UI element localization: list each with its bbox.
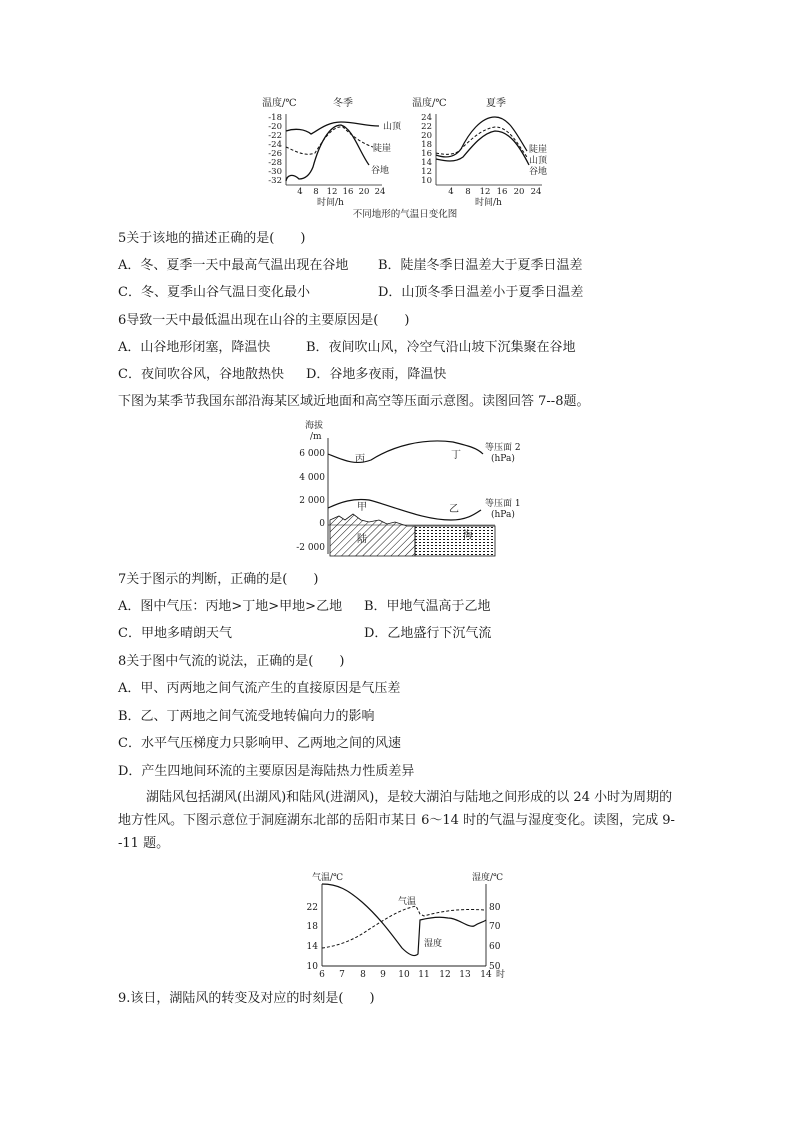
fig3-xtick: 14 bbox=[480, 970, 492, 980]
winter-label-valley: 谷地 bbox=[371, 166, 390, 176]
summer-valley-line bbox=[436, 131, 529, 165]
winter-xtick: 20 bbox=[358, 187, 370, 197]
winter-xtick: 12 bbox=[326, 187, 338, 197]
winter-ytick: -32 bbox=[268, 176, 282, 186]
fig3-ytick-left: 14 bbox=[306, 942, 318, 952]
q8-option-c[interactable]: C．水平气压梯度力只影响甲、乙两地之间的风速 bbox=[118, 736, 401, 751]
land-area bbox=[330, 514, 415, 556]
q6-option-a[interactable]: A．山谷地形闭塞，降温快 bbox=[118, 340, 271, 355]
q5-option-b[interactable]: B．陡崖冬季日温差大于夏季日温差 bbox=[378, 258, 583, 273]
summer-xticks bbox=[448, 187, 541, 197]
summer-ylabel: 温度/℃ bbox=[412, 98, 447, 109]
temperature-line bbox=[322, 906, 484, 948]
fig3-xtick: 13 bbox=[459, 970, 471, 980]
q6-option-b[interactable]: B．夜间吹山风，冷空气沿山坡下沉集聚在谷地 bbox=[306, 340, 576, 355]
fig2-ytick: 6 000 bbox=[299, 449, 325, 459]
winter-ytick: -24 bbox=[268, 140, 282, 150]
winter-xlabel: 时间/h bbox=[317, 198, 344, 208]
q8-option-a[interactable]: A．甲、丙两地之间气流产生的直接原因是气压差 bbox=[118, 681, 401, 696]
winter-ytick: -30 bbox=[268, 167, 282, 177]
winter-title: 冬季 bbox=[333, 98, 353, 109]
humidity-line bbox=[322, 884, 486, 956]
fig3-ylabel-left: 气温/℃ bbox=[312, 873, 344, 883]
fig3-ytick-left: 10 bbox=[306, 962, 318, 972]
q8-stem: 8关于图中气流的说法，正确的是( ) bbox=[118, 654, 345, 669]
winter-xtick: 4 bbox=[297, 187, 303, 197]
fig2-ylabel: 海拔 bbox=[305, 421, 324, 431]
fig3-ytick-left: 18 bbox=[306, 922, 318, 932]
summer-xtick: 24 bbox=[530, 187, 542, 197]
winter-ytick: -18 bbox=[268, 113, 282, 123]
fig2-yticks bbox=[296, 449, 325, 553]
q6-option-d[interactable]: D．谷地多夜雨，降温快 bbox=[306, 367, 447, 382]
fig3-ytick-right: 50 bbox=[489, 962, 501, 972]
winter-label-cliff: 陡崖 bbox=[373, 144, 392, 154]
summer-xtick: 16 bbox=[496, 187, 508, 197]
intro-9-11: 湖陆风包括湖风(出湖风)和陆风(进湖风)，是较大湖泊与陆地之间形成的以 24 小时为周期的地方性风。下图示意位于洞庭湖东北部的岳阳市某日 6～14 时的气温与湿度变化。读图，完成 9--11 题。 bbox=[118, 790, 675, 851]
q5-option-c[interactable]: C．冬、夏季山谷气温日变化最小 bbox=[118, 285, 310, 300]
fig3-ytick-right: 70 bbox=[489, 922, 501, 932]
fig3-ytick-right: 80 bbox=[489, 903, 501, 913]
q7-option-c[interactable]: C．甲地多晴朗天气 bbox=[118, 626, 232, 641]
winter-xtick: 16 bbox=[342, 187, 354, 197]
fig3-xtick: 7 bbox=[339, 970, 345, 980]
summer-xtick: 20 bbox=[513, 187, 525, 197]
summer-ytick: 24 bbox=[421, 113, 432, 123]
summer-xlabel: 时间/h bbox=[475, 198, 502, 208]
fig3-ytick-right: 60 bbox=[489, 942, 501, 952]
winter-ylabel: 温度/℃ bbox=[262, 98, 297, 109]
summer-ytick: 16 bbox=[421, 149, 432, 159]
fig2-ytick: 4 000 bbox=[299, 473, 325, 483]
winter-ytick: -28 bbox=[268, 158, 282, 168]
fig2-ytick: 2 000 bbox=[299, 496, 325, 506]
figure1-caption: 不同地形的气温日变化图 bbox=[352, 209, 458, 220]
summer-label-valley: 谷地 bbox=[529, 167, 548, 177]
fig3-xtick: 10 bbox=[398, 970, 410, 980]
fig3-yticks-left bbox=[307, 903, 319, 972]
q5-option-d[interactable]: D．山顶冬季日温差小于夏季日温差 bbox=[378, 285, 584, 300]
fig2-ytick: -2 000 bbox=[296, 543, 325, 553]
label-yi: 乙 bbox=[449, 504, 459, 515]
summer-xtick: 8 bbox=[465, 187, 471, 197]
label-isobar2-unit: (hPa) bbox=[491, 454, 515, 464]
label-jia: 甲 bbox=[357, 502, 367, 513]
figure-diurnal-temperature bbox=[255, 95, 555, 220]
winter-label-top: 山顶 bbox=[383, 122, 402, 132]
q8-option-b[interactable]: B．乙、丁两地之间气流受地转偏向力的影响 bbox=[118, 709, 375, 724]
winter-xticks bbox=[297, 187, 385, 197]
fig3-xtick: 11 bbox=[418, 970, 430, 980]
winter-chart bbox=[262, 96, 402, 208]
sea-area bbox=[415, 526, 495, 556]
summer-xtick: 4 bbox=[448, 187, 454, 197]
fig3-xunit: 时 bbox=[496, 970, 506, 980]
summer-title: 夏季 bbox=[486, 98, 506, 109]
q6-stem: 6导致一天中最低温出现在山谷的主要原因是( ) bbox=[118, 313, 410, 328]
summer-label-top: 山顶 bbox=[529, 156, 548, 166]
label-bing: 丙 bbox=[355, 454, 365, 465]
label-land: 陆 bbox=[357, 534, 367, 545]
q7-option-d[interactable]: D．乙地盛行下沉气流 bbox=[364, 626, 492, 641]
summer-ytick: 10 bbox=[421, 176, 432, 186]
summer-ytick: 22 bbox=[421, 122, 432, 132]
winter-xtick: 8 bbox=[313, 187, 319, 197]
q8-option-d[interactable]: D．产生四地间环流的主要原因是海陆热力性质差异 bbox=[118, 764, 415, 779]
label-isobar1: 等压面 1 bbox=[485, 499, 521, 509]
fig2-ytick: 0 bbox=[319, 519, 325, 529]
figure-temperature-humidity bbox=[298, 870, 524, 982]
summer-top-line bbox=[436, 127, 527, 157]
winter-ytick: -22 bbox=[268, 131, 282, 141]
winter-ytick: -20 bbox=[268, 122, 282, 132]
fig3-xtick: 9 bbox=[380, 970, 386, 980]
fig3-ytick-left: 22 bbox=[306, 903, 318, 913]
fig3-xtick: 6 bbox=[319, 970, 325, 980]
intro-7-8: 下图为某季节我国东部沿海某区域近地面和高空等压面示意图。读图回答 7--8题。 bbox=[118, 394, 590, 409]
label-isobar2: 等压面 2 bbox=[485, 443, 521, 453]
fig2-ylabel-unit: /m bbox=[310, 432, 322, 442]
label-sea: 海 bbox=[463, 530, 473, 541]
winter-valley-line bbox=[286, 125, 369, 181]
q5-option-a[interactable]: A．冬、夏季一天中最高气温出现在谷地 bbox=[118, 258, 349, 273]
q7-option-a[interactable]: A．图中气压：丙地>丁地>甲地>乙地 bbox=[118, 599, 343, 614]
winter-ytick: -26 bbox=[268, 149, 282, 159]
summer-ytick: 12 bbox=[421, 167, 432, 177]
q5-stem: 5关于该地的描述正确的是( ) bbox=[118, 231, 306, 246]
winter-yticks bbox=[268, 113, 282, 186]
fig3-xticks bbox=[319, 970, 492, 980]
q7-option-b[interactable]: B．甲地气温高于乙地 bbox=[364, 599, 491, 614]
summer-label-cliff: 陡崖 bbox=[529, 145, 548, 155]
fig3-ylabel-right: 湿度/℃ bbox=[472, 873, 504, 883]
q6-option-c[interactable]: C．夜间吹谷风，谷地散热快 bbox=[118, 367, 284, 382]
summer-yticks bbox=[421, 113, 432, 186]
q7-stem: 7关于图示的判断，正确的是( ) bbox=[118, 572, 319, 587]
summer-ytick: 14 bbox=[421, 158, 432, 168]
q9-stem: 9.该日，湖陆风的转变及对应的时刻是( ) bbox=[118, 991, 375, 1006]
fig3-xtick: 12 bbox=[439, 970, 451, 980]
fig3-xtick: 8 bbox=[360, 970, 366, 980]
winter-xtick: 24 bbox=[374, 187, 386, 197]
summer-ytick: 18 bbox=[421, 140, 432, 150]
label-temperature: 气温 bbox=[398, 897, 417, 907]
label-ding: 丁 bbox=[451, 450, 461, 461]
summer-ytick: 20 bbox=[421, 131, 432, 141]
label-humidity: 湿度 bbox=[424, 939, 443, 949]
label-isobar1-unit: (hPa) bbox=[491, 510, 515, 520]
summer-chart bbox=[412, 96, 548, 208]
summer-xtick: 12 bbox=[479, 187, 491, 197]
fig3-yticks-right bbox=[489, 903, 501, 972]
figure-isobaric-surfaces bbox=[283, 416, 533, 562]
